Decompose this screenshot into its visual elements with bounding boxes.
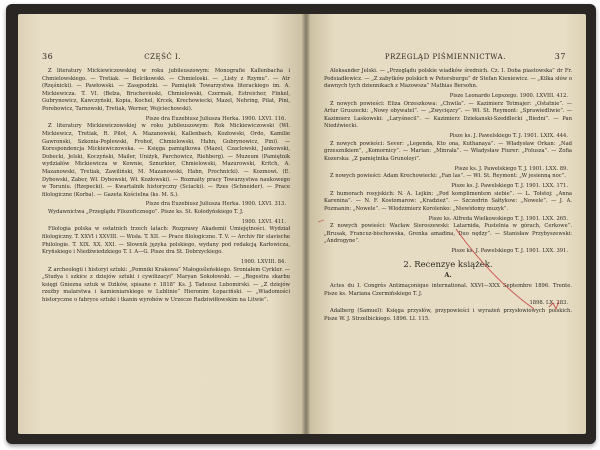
- left-paragraph: Filologia polska w ostatnich trzech latach: Rozprawy Akademii Umiejętności. Wydział filologiczny. T. XXVI i XXVIII. — Wisła. T. XII. — Prace filologiczne. T. V. — Archiv für slavische Philologie. T. XIX. XX. XXI. — Słownik języka polskiego, wydany pod redakcją Karłowicza, Kryńskiego i Niedźwiedzkiego T. I. A—G. Pisze dra St. Dobrzyckiego.: [42, 226, 290, 256]
- right-page: [306, 14, 586, 434]
- left-paragraph: Wydawnictwa „Przeglądu Filozoficznego”. Pisze ks. St. Kołodyńskiego T. J.: [48, 209, 244, 216]
- book-gutter: [302, 14, 310, 434]
- right-source: Pisze ks. J. Pawelskiego T. J. 1901. LXIX. 444.: [449, 133, 568, 140]
- right-source: Pisze Leonardo Lepszego. 1900. LXVIII. 412.: [449, 92, 568, 99]
- section-title: 2. Recenzye książek.: [403, 259, 493, 270]
- right-source: Pisze ks. J. Pawelskiego T. J. 1901. LXX. 391.: [451, 248, 568, 255]
- section-letter: A.: [444, 271, 452, 280]
- right-header: [326, 52, 566, 61]
- left-running-head: CZĘŚĆ I.: [144, 53, 181, 61]
- left-header: [42, 52, 282, 61]
- right-source: Pisze ks. Alfreda Wielkowskiego T. J. 1901. LXX. 265.: [428, 215, 568, 222]
- right-paragraph: Z nowych powieści: Wacław Sieroszewski: Latarnida, Pustelnia w górach, Cerkowe”. „Brusak, Francuz-bischowska, Grenka amadina, Duo nędzy”. — Stanisław Przybyszewski: „Androgyne”.: [324, 223, 572, 245]
- left-paragraph: Z literatury Mickiewiczowskiej w roku jubileuszowym: Rok Mickiewiczowski (Wł. Mickiewicz, Tretiak, R. Pilot, A. Mazanowski, Kallenbach, Kozłowski, Ordo, Kamilie Gawronski, Szkonia-Poplewski, Frohof, Chmielowski, Hahn, Gubrynowicz, Pini). — Korespondencja Mickiewiczowska. — Księga pamiątkowa (Mazel, Czaclowski, Jankowski, Dobecki, Jelski, Koczyński, Mailer, Uniżyk, Parchowicz, Riehberg). — Muzeum (Pamiętnik wydziałów Mickiewicza w Kownie, Sznurkier, Chmielowski, Mazurowski, Kritch, A. Mazanowski, Tretiak, Zawiliński, M. Mazanowski, Hahn, Prochnicki). — Kozmowi. (E. Dybowski, Zaber, Wł. Dybowski, Wł. Kozłowski). — Rozmaity pracy Towarzystwa naukowego w Toruniu. (Rzepecki). — Kwartalnik historyczny (Sciacki). — Rzes (Schneider). — Prace filologiczne (Korba). — Gazeta Kościelna (ks. M. S.).: [42, 123, 290, 198]
- right-page-number: 37: [554, 52, 566, 61]
- left-source: 1900. LXVI. 411.: [241, 218, 286, 225]
- left-source: Pisze dra Euzebiusz Juliusza Herka. 1900. LXVI. 116.: [145, 115, 286, 122]
- left-page: [18, 14, 306, 434]
- right-running-head: PRZEGLĄD PIŚMIENNICTWA.: [384, 53, 506, 61]
- left-source: 1900. LXVIII. 84.: [240, 259, 286, 265]
- left-source: Pisze dra Euzebiusz Juliusza Herka. 1900. LXVI. 313.: [145, 201, 286, 208]
- review-source: 1898. LX. 283.: [529, 300, 568, 307]
- left-page-number: 36: [42, 52, 54, 61]
- right-body: [324, 68, 572, 325]
- right-paragraph: Z nowych powieści: Sever: „Legenda, Kto ona, Kuthanaya”. — Władysław Orkan: „Nad grzesznikiem”, „Komornicy”. — Marian: „Minrała”. — Władysław Fiurer: „Folusza”. — Zofia Kozerska: „Z pamiętnika Grunoloyi”.: [324, 140, 572, 162]
- right-source: Pisze ks. J. Pawelskiego T. J. 1901. LXX. 171.: [451, 183, 568, 190]
- right-source: Pisze ks. J. Pawelskiego T. J. 1901. LXX. 89.: [454, 165, 568, 172]
- left-paragraph: Z archeologii i historyi sztuki: „Pomniki Krakowa” Małogośleńskiego. Sroniałem Cyrkler. — „Studya i szkice z dziejów sztuki i cywilizacyi” Maryan Sokołowski. — „Regestra skarbu księgi Gniezna sztuk w Dzików, spisane r. 1818” Ks. J. Tadeusz Lubomirski. — „Z dziejów rzeźby malarstwa i kamieniarskiego w Lublinie” Hieronim Łopaciński. — „Wiadomości historyczne o fabryce sztuki i tkanin wyrobów w Urzecze Radziwiłłowskim na Litwie”.: [42, 266, 290, 303]
- review-entry: Actes du I. Congrès Antimaçonique international. XXVI—XXX Septembre 1896. Trente. Pisze ks. Mariana Czermińskiego T. J.: [324, 282, 572, 297]
- right-paragraph: Z humorach rosyjskich: N. A. Lejkin: „Pod komplimentem siebie”. — L. Tołstoj: „Anna Karenina”. — N. F. Kostomarow: „Kradzież”. — Szczedrin Sałtykow: „Nowele”. — J. A. Pozmanin: „Nowele”. — Włodzimierz Korolenko: „Niewidomy muzyk”.: [324, 190, 572, 212]
- left-body: [42, 68, 290, 307]
- review-entry: Adalberg (Samuel): Księga przysłów, przypowieści i wyrażeń przysłowiowych polskich. Pisze W. J. Strzelbickiego. 1896. LI. 115.: [324, 307, 572, 322]
- left-paragraph: Z literatury Mickiewiczowskiej w roku jubileuszowym: Monografie Kallenbacha i Chmielowskiego. — Tretiak. — Belcikowski. — Chmieloski. — „Listy z Rzymu”. — Atr (Rzęśnicki). — Pawłowski. — Zasępodzki. — Pamiątek Towarzystwa literackiego im. A. Mickiewicza. T. VI. (Bełza, Brucheviuski, Chmielowski, Czermak, Estreicher, Finkel, Gubrynowicz, Kawczyński, Kopia, Kochel, Krcek, Krechowiecki, Mazel, Nehring, Pilat, Pini, Porebowicz, Tarnowski, Tretiak, Werner, Wojciechowski).: [42, 68, 290, 112]
- right-paragraph: Z nowych powieści: Adam Krechowiecki: „Fan las”. — Wł. St. Reymont: „W jesienną noc”.: [330, 173, 566, 180]
- open-book: [6, 4, 596, 444]
- right-paragraph: Aleksander Jelski. — „Przeglądu polskie wiadków średnich. Cz. I. Doba piastowska” dr Fr. Podsiadłewicz. — „Z zabytków polskich w Petersburgu” dr Stefan Kieniewicz. — „Kilka słów o dawnych tych dziennikach z Mazowsza” Mathias Bersohn.: [324, 68, 572, 90]
- right-paragraph: Z nowych powieści: Eliza Orzeszkowa: „Chwila”. — Kazimierz Tetmajer: „Ostatnie”. — Artur Gruszecki: „Nowy obywatel”. — „Zwycięzcy”. — Wł. St. Reymont: „Sprawiedliwie”. — Kazimierz Laskowski: „Laryśnecil”. — Kazimierz Dziekanski-Szeddlecki „Biedni”. — Pan Niedźwiecki.: [324, 100, 572, 130]
